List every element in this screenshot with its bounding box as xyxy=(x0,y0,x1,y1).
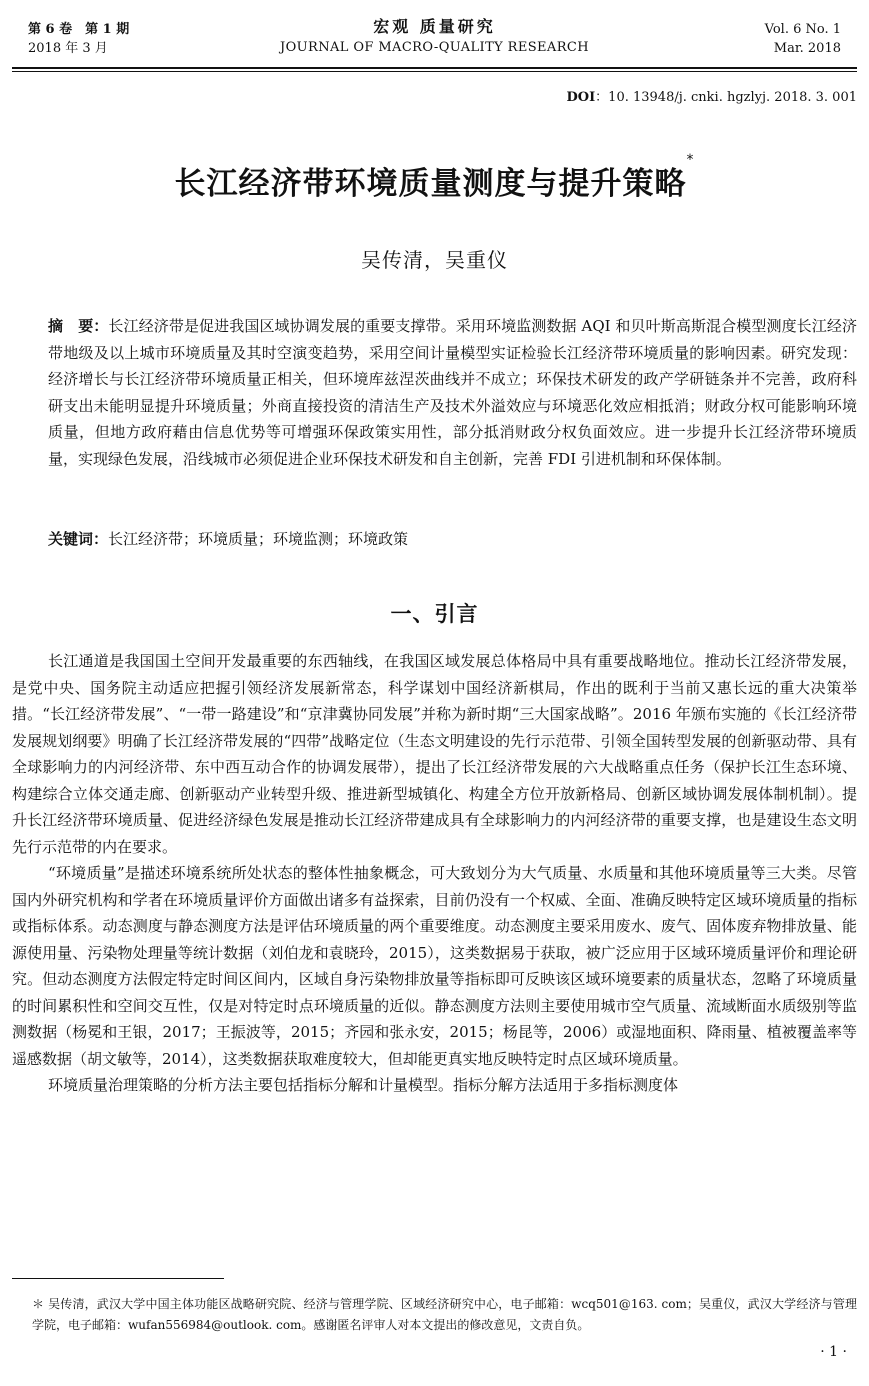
header-rule xyxy=(12,67,857,72)
body-paragraph: 环境质量治理策略的分析方法主要包括指标分解和计量模型。指标分解方法适用于多指标测度体 xyxy=(48,1076,679,1094)
section-heading: 一、引言 xyxy=(390,601,479,626)
author-line: 吴传清，吴重仪 xyxy=(361,248,508,272)
footnote-text: ＊ 吴传清，武汉大学中国主体功能区战略研究院、经济与管理学院、区域经济研究中心，电子邮箱：wcq501@163. com；吴重仪，武汉大学经济与管理学院，电子邮箱：wufan556984@outlook. com。感谢匿名评审人对本文提出的修改意见，文责自负。 xyxy=(32,1297,857,1332)
volume-en: Vol. 6 No. 1 xyxy=(764,22,841,37)
issue-date-cn: 2018 年 3 月 xyxy=(28,41,108,56)
keywords-text: 长江经济带；环境质量；环境监测；环境政策 xyxy=(108,530,409,548)
footnote-rule xyxy=(12,1278,224,1279)
volume-issue: 第 6 卷 第 1 期 xyxy=(28,22,130,37)
abstract xyxy=(12,313,857,472)
body-paragraph: 长江通道是我国国土空间开发最重要的东西轴线，在我国区域发展总体格局中具有重要战略地位。推动长江经济带发展，是党中央、国务院主动适应把握引领经济发展新常态，科学谋划中国经济新棋局，作出的既利于当前又惠长远的重大决策举措。“长江经济带发展”、“一带一路建设”和“京津冀协同发展”并称为新时期“三大国家战略”。2016 年颁布实施的《长江经济带发展规划纲要》明确了长江经济带发展的“四带”战略定位（生态文明建设的先行示范带、引领全国转型发展的创新驱动带、具有全球影响力的内河经济带、东中西互动合作的协调发展带），提出了长江经济带发展的六大战略重点任务（保护长江生态环境、构建综合立体交通走廊、创新驱动产业转型升级、推进新型城镇化、构建全方位开放新格局、创新区域协调发展体制机制）。提升长江经济带环境质量、促进经济绿色发展是推动长江经济带建成具有全球影响力的内河经济带的重要支撑，也是建设生态文明先行示范带的内在要求。 xyxy=(12,652,857,856)
running-header xyxy=(12,16,857,66)
keywords-label: 关键词： xyxy=(48,530,109,548)
keywords xyxy=(12,526,857,553)
abstract-text: 长江经济带是促进我国区域协调发展的重要支撑带。采用环境监测数据 AQI 和贝叶斯高斯混合模型测度长江经济带地级及以上城市环境质量及其时空演变趋势，采用空间计量模型实证检验长江经济带环境质量的影响因素。研究发现：经济增长与长江经济带环境质量正相关，但环境库兹涅茨曲线并不成立；环保技术研发的政产学研链条并不完善，政府科研支出未能明显提升环境质量；外商直接投资的清洁生产及技术外溢效应与环境恶化效应相抵消；财政分权可能影响环境质量，但地方政府藉由信息优势等可增强环保政策实用性，部分抵消财政分权负面效应。进一步提升长江经济带环境质量，实现绿色发展，沿线城市必须促进企业环保技术研发和自主创新，完善 FDI 引进机制和环保体制。 xyxy=(48,317,857,468)
journal-name-cn: 宏观 质量研究 xyxy=(373,17,496,36)
doi-value: ：10. 13948/j. cnki. hgzlyj. 2018. 3. 001 xyxy=(595,90,857,105)
journal-name xyxy=(12,16,857,58)
header-volume-en xyxy=(765,20,841,58)
article-title-text: 长江经济带环境质量测度与提升策略 xyxy=(174,166,687,202)
title-footnote-mark: * xyxy=(686,152,695,168)
journal-name-en: JOURNAL OF MACRO-QUALITY RESEARCH xyxy=(279,40,589,55)
body-text xyxy=(12,648,857,1099)
issue-date-en: Mar. 2018 xyxy=(773,41,841,56)
author-footnote xyxy=(12,1294,857,1336)
page-number: · 1 · xyxy=(820,1344,847,1360)
body-paragraph: “环境质量”是描述环境系统所处状态的整体性抽象概念，可大致划分为大气质量、水质量和其他环境质量等三大类。尽管国内外研究机构和学者在环境质量评价方面做出诸多有益探索，目前仍没有一个权威、全面、准确反映特定区域环境质量的指标或指标体系。动态测度与静态测度方法是评估环境质量的两个重要维度。动态测度主要采用废水、废气、固体废弃物排放量、能源使用量、污染物处理量等统计数据（刘伯龙和袁晓玲，2015），这类数据易于获取，被广泛应用于区域环境质量评价和理论研究。但动态测度方法假定特定时间区间内，区域自身污染物排放量等指标即可反映该区域环境要素的质量状态，忽略了环境质量的时间累积性和空间交互性，仅是对特定时点环境质量的近似。静态测度方法则主要使用城市空气质量、流域断面水质级别等监测数据（杨冕和王银，2017；王振波等，2015；齐园和张永安，2015；杨昆等，2006）或湿地面积、降雨量、植被覆盖率等遥感数据（胡文敏等，2014），这类数据获取难度较大，但却能更真实地反映特定时点区域环境质量。 xyxy=(12,864,857,1068)
abstract-label: 摘 要： xyxy=(48,317,109,335)
doi-line xyxy=(566,86,857,105)
article-title xyxy=(0,152,869,203)
doi-label: DOI xyxy=(566,90,596,105)
